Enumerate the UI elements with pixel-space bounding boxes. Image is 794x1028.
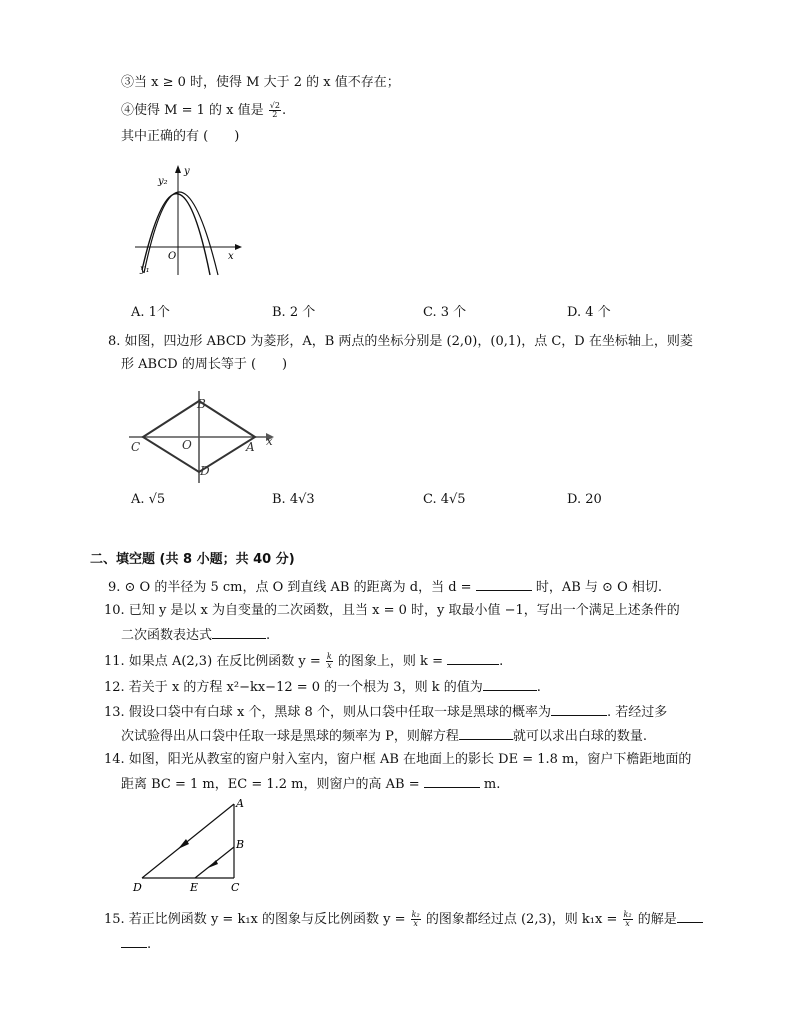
frac-denominator: x [625,919,630,928]
sun-ray-ad [142,804,234,878]
q11-fraction [326,653,333,670]
frac-numerator: k₂ [623,910,632,919]
q8-stem-line2: 形 ABCD 的周长等于 ( ) [121,357,288,372]
frac-denominator: x [413,919,418,928]
frac-numerator: k [326,652,332,661]
answer-blank[interactable] [476,578,532,591]
q7-option-d: D. 4 个 [567,305,611,320]
section-heading: 二、填空题 (共 8 小题；共 40 分) [90,552,295,567]
answer-blank[interactable] [447,652,499,665]
q8-rhombus-graph [126,383,286,488]
q14-stem-line2 [121,775,500,794]
point-e-label: E [190,881,199,894]
point-a-label: A [236,797,244,810]
q8-option-b: B. 4√3 [272,492,315,507]
q15-text-before: 15. 若正比例函数 y = k₁x 的图象与反比例函数 y = [104,912,406,927]
x-axis-arrow [235,244,242,250]
q10-stem-line1: 10. 已知 y 是以 x 为自变量的二次函数，且当 x = 0 时，y 取最小值 −1，写出一个满足上述条件的 [104,603,680,618]
q7-option-b: B. 2 个 [272,305,316,320]
q7-option-a: A. 1个 [131,305,170,320]
q13-text-before-2: 次试验得出从口袋中任取一球是黑球的频率为 P，则解方程 [121,729,459,744]
q8-option-c: C. 4√5 [423,492,466,507]
q10-text-after: . [266,628,271,643]
q15-stem-line1 [104,910,703,929]
answer-blank[interactable] [677,910,703,923]
frac-numerator: k₂ [411,910,420,919]
q15-fraction-2 [623,911,633,928]
q15-text-after: 的解是 [637,912,677,927]
point-d-label: D [133,881,142,894]
q7-statement-3: ③当 x ≥ 0 时，使得 M 大于 2 的 x 值不存在； [121,75,400,90]
parabola-y2 [142,194,210,275]
answer-blank-2[interactable] [459,727,513,740]
x-axis-label: x [228,251,234,262]
q15-fraction-1 [411,911,421,928]
answer-blank[interactable] [483,678,537,691]
q14-text-before: 距离 BC = 1 m，EC = 1.2 m，则窗户的高 AB = [121,777,420,792]
q15-text-end: . [147,937,152,952]
q7-parabola-graph [130,160,245,280]
q13-text-after: . 若经过多 [606,705,668,720]
q13-stem-line2 [121,727,647,746]
q11-text-before: 11. 如果点 A(2,3) 在反比例函数 y = [104,654,321,669]
q9-stem [108,578,662,597]
origin-label: O [182,438,192,452]
answer-blank[interactable] [212,626,266,639]
point-b-label: B [236,838,245,851]
x-axis-label: x [266,434,273,448]
q7-prompt: 其中正确的有 ( ) [121,129,240,144]
q8-option-a: A. √5 [131,492,166,507]
point-b-label: B [197,397,206,411]
point-c-label: C [131,440,141,454]
q10-text-before: 二次函数表达式 [121,628,213,643]
q7-statement-4 [121,102,286,120]
origin-label: O [168,251,177,262]
q11-text-middle: 的图象上，则 k = [337,654,443,669]
point-a-label: A [246,440,255,454]
q14-window-shadow-diagram [128,794,253,894]
q7-statement-4-text: ④使得 M = 1 的 x 值是 [121,103,264,118]
q13-text-after-2: 就可以求出白球的数量. [512,729,648,744]
answer-blank[interactable] [551,703,607,716]
q14-text-after: m. [483,777,501,792]
q14-stem-line1: 14. 如图，阳光从教室的窗户射入室内，窗户框 AB 在地面上的影长 DE = 1.8 m，窗户下檐距地面的 [104,752,692,767]
frac-numerator: √2 [269,101,280,110]
y2-label: y₂ [158,176,168,187]
y1-label: y₁ [140,264,150,275]
q15-stem-line2 [121,935,151,954]
point-c-label: C [231,881,240,894]
q13-stem-line1 [104,703,667,722]
q7-fraction [269,102,281,119]
q7-statement-4-end: . [281,103,287,118]
point-d-label: D [200,464,210,478]
q12-text-after: . [536,680,541,695]
q7-option-c: C. 3 个 [423,305,467,320]
ray-arrow-1 [178,839,189,849]
q11-text-end: . [499,654,504,669]
q11-stem [104,652,503,671]
ray-arrow-2 [208,860,218,868]
answer-blank[interactable] [424,775,480,788]
q15-text-middle: 的图象都经过点 (2,3)，则 k₁x = [425,912,618,927]
y-axis-arrow [175,165,181,173]
answer-blank-continued[interactable] [121,935,147,948]
q12-text-before: 12. 若关于 x 的方程 x²−kx−12 = 0 的一个根为 3，则 k 的值为 [104,680,483,695]
q12-stem [104,678,541,697]
frac-denominator: x [327,661,332,670]
q8-stem-line1: 8. 如图，四边形 ABCD 为菱形，A，B 两点的坐标分别是 (2,0)，(0,1)，点 C，D 在坐标轴上，则菱 [108,334,693,349]
y-axis-label: y [184,166,190,177]
frac-denominator: 2 [272,110,278,119]
q9-text-before: 9. ⊙ O 的半径为 5 cm，点 O 到直线 AB 的距离为 d，当 d = [108,580,472,595]
q13-text-before: 13. 假设口袋中有白球 x 个，黑球 8 个，则从口袋中任取一球是黑球的概率为 [104,705,551,720]
q8-option-d: D. 20 [567,492,602,507]
q10-stem-line2 [121,626,270,645]
q9-text-after: 时，AB 与 ⊙ O 相切. [535,580,662,595]
